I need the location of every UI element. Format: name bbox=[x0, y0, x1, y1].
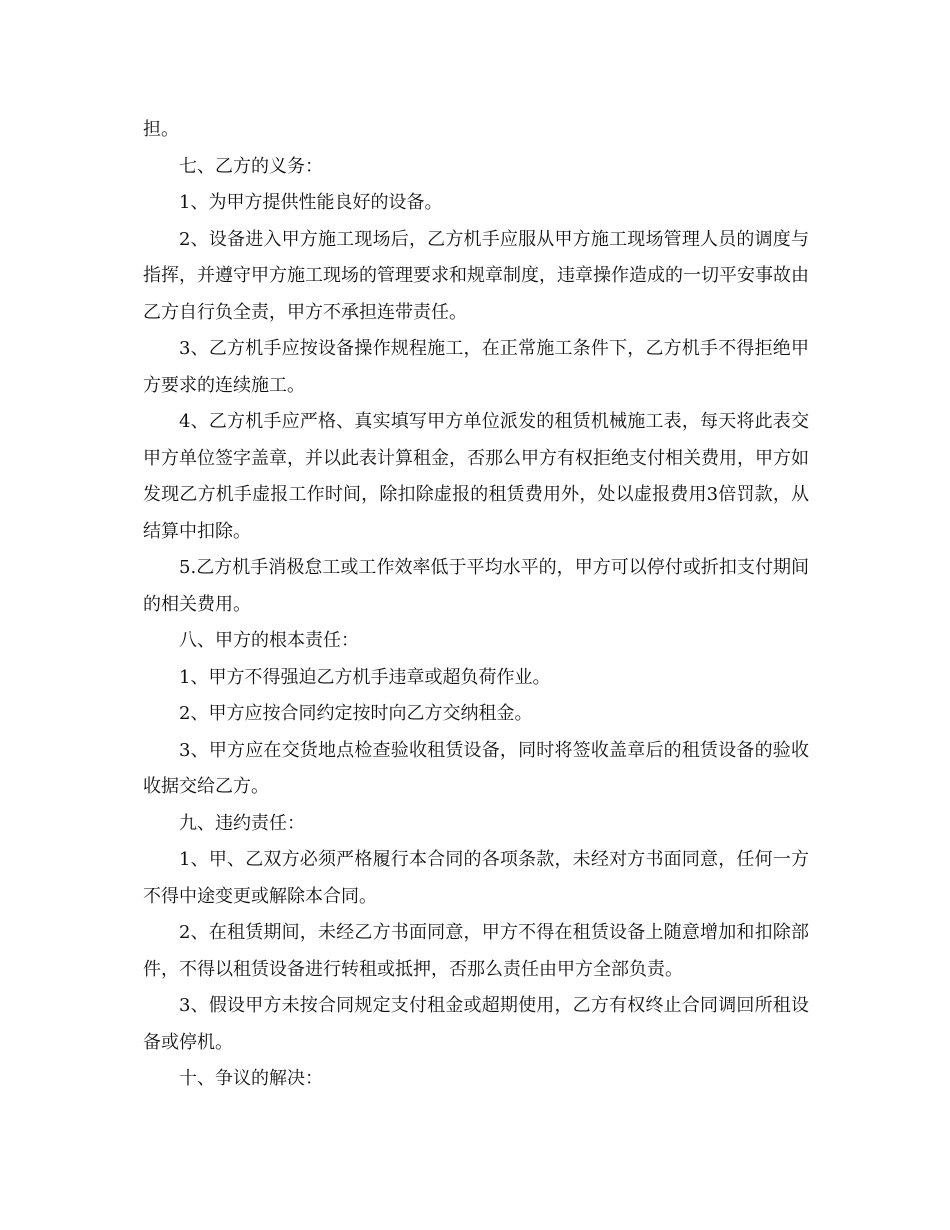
section-heading-8: 八、甲方的根本责任： bbox=[179, 630, 359, 651]
clause-9-1: 1、甲、乙双方必须严格履行本合同的各项条款，未经对方书面同意，任何一方不得中途变更或解除本合同。 bbox=[143, 849, 809, 907]
section-heading-9: 九、违约责任： bbox=[179, 812, 305, 834]
clause-7-1: 1、为甲方提供性能良好的设备。 bbox=[179, 192, 443, 213]
section-heading-10: 十、争议的解决： bbox=[179, 1068, 323, 1089]
document-body bbox=[143, 112, 809, 1098]
paragraph-continuation: 担。 bbox=[143, 119, 179, 140]
clause-8-2: 2、甲方应按合同约定按时向乙方交纳租金。 bbox=[179, 703, 533, 724]
clause-8-3: 3、甲方应在交货地点检查验收租赁设备，同时将签收盖章后的租赁设备的验收收据交给乙方。 bbox=[143, 739, 809, 797]
clause-7-5: 5.乙方机手消极怠工或工作效率低于平均水平的，甲方可以停付或折扣支付期间的相关费用。 bbox=[143, 557, 809, 615]
clause-7-4: 4、乙方机手应严格、真实填写甲方单位派发的租赁机械施工表，每天将此表交甲方单位签字盖章，并以此表计算租金，否那么甲方有权拒绝支付相关费用，甲方如发现乙方机手虚报工作时间，除扣除虚报的租赁费用外，处以虚报费用3倍罚款，从结算中扣除。 bbox=[143, 411, 809, 542]
section-heading-7: 七、乙方的义务： bbox=[179, 155, 323, 177]
clause-7-2: 2、设备进入甲方施工现场后，乙方机手应服从甲方施工现场管理人员的调度与指挥，并遵守甲方施工现场的管理要求和规章制度，违章操作造成的一切平安事故由乙方自行负全责，甲方不承担连带责任。 bbox=[143, 228, 809, 323]
clause-9-2: 2、在租赁期间，未经乙方书面同意，甲方不得在租赁设备上随意增加和扣除部件，不得以租赁设备进行转租或抵押，否那么责任由甲方全部负责。 bbox=[143, 922, 809, 980]
clause-9-3: 3、假设甲方未按合同规定支付租金或超期使用，乙方有权终止合同调回所租设备或停机。 bbox=[143, 995, 809, 1053]
clause-7-3: 3、乙方机手应按设备操作规程施工，在正常施工条件下，乙方机手不得拒绝甲方要求的连续施工。 bbox=[143, 338, 809, 396]
clause-8-1: 1、甲方不得强迫乙方机手违章或超负荷作业。 bbox=[179, 666, 551, 688]
